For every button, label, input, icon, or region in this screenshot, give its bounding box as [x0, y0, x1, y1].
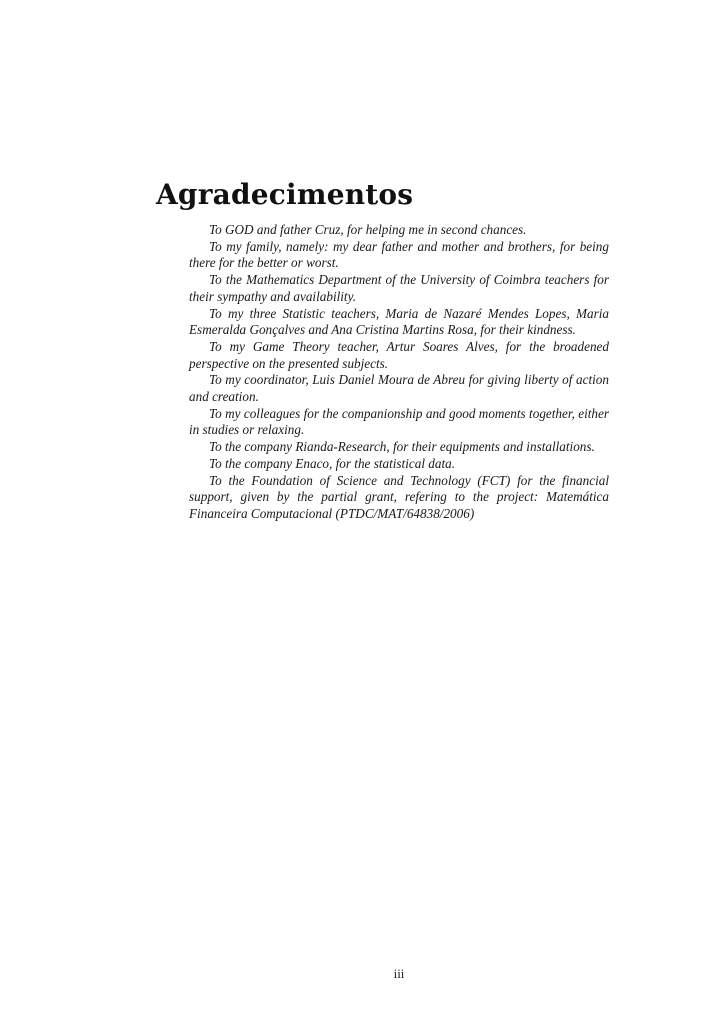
paragraph: To my three Statistic teachers, Maria de Nazaré Mendes Lopes, Maria Esmeralda Gonçalves and Ana Cristina Martins Rosa, for their kindness.	[189, 305, 609, 338]
paragraph: To my coordinator, Luis Daniel Moura de Abreu for giving liberty of action and creation.	[189, 372, 609, 405]
paragraph: To my Game Theory teacher, Artur Soares Alves, for the broadened perspective on the presented subjects.	[189, 338, 609, 371]
page-number: iii	[393, 966, 405, 981]
page-title: Agradecimentos	[156, 178, 414, 211]
paragraph: To the company Rianda-Research, for their equipments and installations.	[209, 439, 595, 455]
paragraph: To my colleagues for the companionship and good moments together, either in studies or relaxing.	[189, 405, 609, 438]
paragraph: To the company Enaco, for the statistical data.	[209, 455, 456, 471]
paragraph: To my family, namely: my dear father and mother and brothers, for being there for the better or worst.	[189, 238, 609, 271]
paragraph: To GOD and father Cruz, for helping me in second chances.	[209, 222, 527, 237]
paragraph: To the Foundation of Science and Technology (FCT) for the financial support, given by the partial grant, refering to the project: Matemática Financeira Computacional (PTDC/MAT/64838/2006)	[189, 472, 609, 521]
acknowledgements-body	[189, 222, 609, 523]
paragraph: To the Mathematics Department of the University of Coimbra teachers for their sympathy and availability.	[189, 272, 609, 304]
